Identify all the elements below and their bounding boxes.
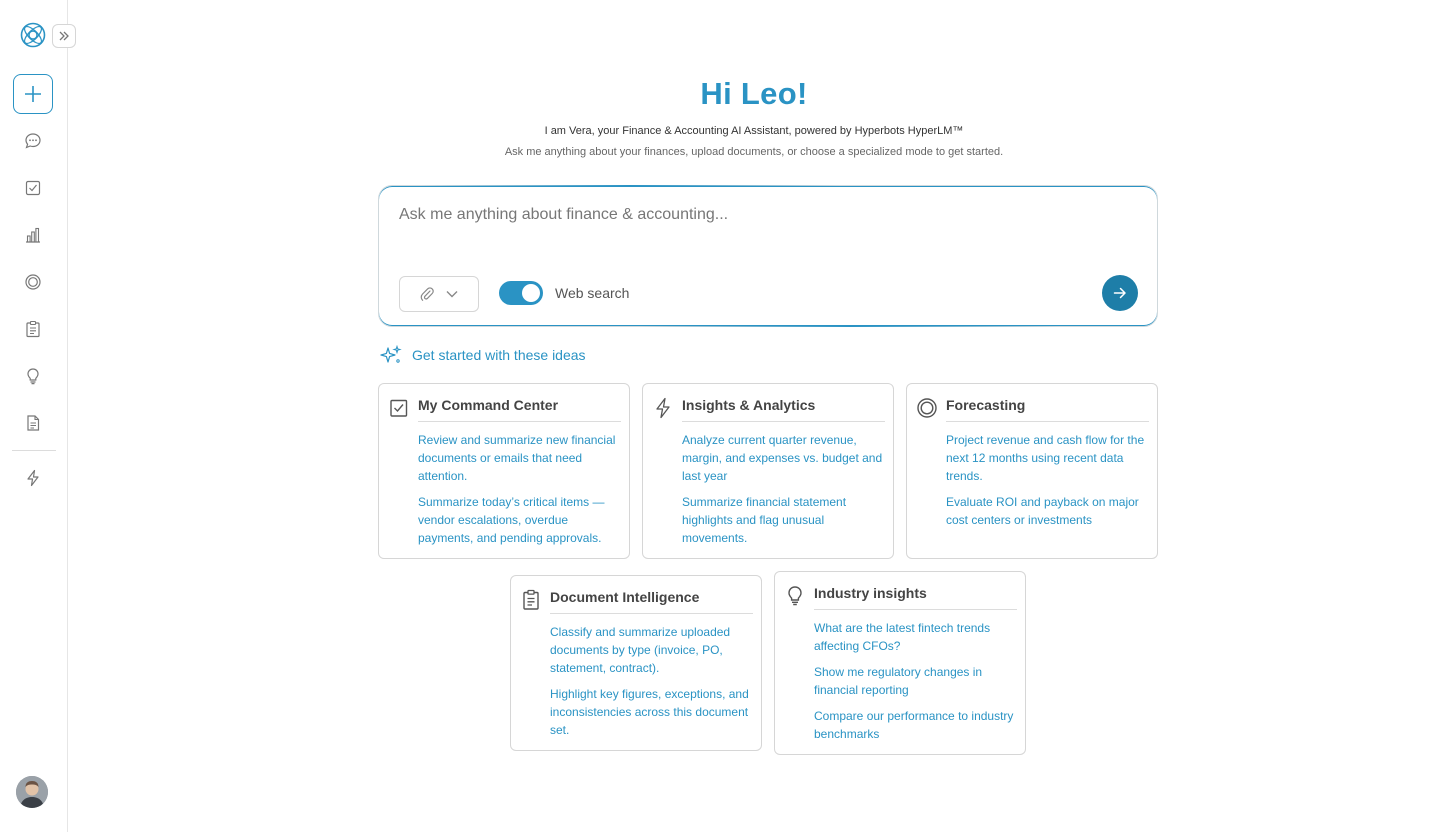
document-icon (24, 414, 42, 432)
sidebar-item-insights[interactable] (22, 365, 44, 387)
sidebar-divider (12, 450, 56, 451)
web-search-toggle[interactable] (499, 281, 543, 305)
idea-prompt-link[interactable]: Summarize financial statement highlights and flag unusual movements. (682, 495, 847, 545)
chevron-down-icon (445, 287, 459, 301)
plus-icon (23, 84, 43, 104)
idea-card-insights-analytics (642, 383, 894, 559)
sidebar-item-forecasting[interactable] (22, 271, 44, 293)
idea-prompt-link[interactable]: Analyze current quarter revenue, margin, and expenses vs. budget and last year (682, 433, 883, 483)
target-icon (916, 397, 938, 419)
idea-card-document-intelligence (510, 575, 762, 751)
sidebar-item-documents[interactable] (22, 318, 44, 340)
greeting-title: Hi Leo! (700, 76, 808, 111)
idea-prompt-link[interactable]: What are the latest fintech trends affecting CFOs? (814, 621, 991, 653)
chat-input[interactable] (399, 204, 1099, 226)
lightbulb-icon (785, 585, 805, 607)
sidebar-item-command-center[interactable] (22, 177, 44, 199)
ideas-label: Get started with these ideas (412, 347, 586, 363)
idea-prompt-link[interactable]: Project revenue and cash flow for the next 12 months using recent data trends. (946, 433, 1145, 483)
lightning-icon (653, 397, 673, 419)
web-search-label: Web search (555, 285, 630, 301)
sidebar-item-reports[interactable] (22, 412, 44, 434)
card-title: Insights & Analytics (682, 397, 885, 422)
arrow-right-icon (1112, 285, 1128, 301)
sidebar-item-chats[interactable] (22, 130, 44, 152)
idea-prompt-link[interactable]: Classify and summarize uploaded documents by type (invoice, PO, statement, contract). (550, 625, 731, 675)
composer (378, 185, 1158, 327)
card-title: My Command Center (418, 397, 621, 422)
checkbox-icon (389, 398, 409, 418)
avatar[interactable] (16, 776, 48, 808)
idea-card-industry-insights (774, 571, 1026, 755)
composer-bottom-glow (640, 326, 1060, 327)
chat-bubble-icon (24, 132, 42, 150)
idea-prompt-link[interactable]: Summarize today’s critical items — vendor escalations, overdue payments, and pending approvals. (418, 495, 605, 545)
sidebar-item-quick-actions[interactable] (22, 467, 44, 489)
double-chevron-right-icon (58, 30, 70, 42)
assistant-intro: I am Vera, your Finance & Accounting AI Assistant, powered by Hyperbots HyperLM™ (544, 125, 964, 137)
card-title: Industry insights (814, 585, 1017, 610)
toggle-knob (522, 284, 540, 302)
idea-prompt-link[interactable]: Compare our performance to industry benchmarks (814, 709, 1014, 741)
user-avatar-icon (16, 776, 48, 808)
clipboard-icon (24, 320, 42, 338)
sidebar (0, 0, 68, 832)
paperclip-icon (419, 286, 435, 302)
lightning-icon (24, 469, 42, 487)
send-button[interactable] (1102, 275, 1138, 311)
idea-prompt-link[interactable]: Show me regulatory changes in financial reporting (814, 665, 983, 697)
new-chat-button[interactable] (13, 74, 53, 114)
lightbulb-icon (24, 367, 42, 385)
card-title: Document Intelligence (550, 589, 753, 614)
checkbox-icon (24, 179, 42, 197)
app-logo-icon[interactable] (20, 22, 46, 48)
idea-card-command-center (378, 383, 630, 559)
sparkles-icon (380, 345, 402, 365)
bar-chart-icon (24, 226, 42, 244)
expand-sidebar-button[interactable] (52, 24, 76, 48)
target-icon (24, 273, 42, 291)
idea-prompt-link[interactable]: Evaluate ROI and payback on major cost centers or investments (946, 495, 1139, 527)
composer-top-glow (420, 185, 840, 186)
idea-prompt-link[interactable]: Review and summarize new financial documents or emails that need attention. (418, 433, 616, 483)
ideas-header (380, 345, 586, 365)
idea-card-forecasting (906, 383, 1158, 559)
attach-dropdown-button[interactable] (399, 276, 479, 312)
sidebar-item-analytics[interactable] (22, 224, 44, 246)
card-title: Forecasting (946, 397, 1149, 422)
idea-prompt-link[interactable]: Highlight key figures, exceptions, and inconsistencies across this document set. (550, 687, 749, 737)
clipboard-icon (521, 589, 541, 611)
assistant-subintro: Ask me anything about your finances, upload documents, or choose a specialized mode to get started. (504, 146, 1004, 158)
